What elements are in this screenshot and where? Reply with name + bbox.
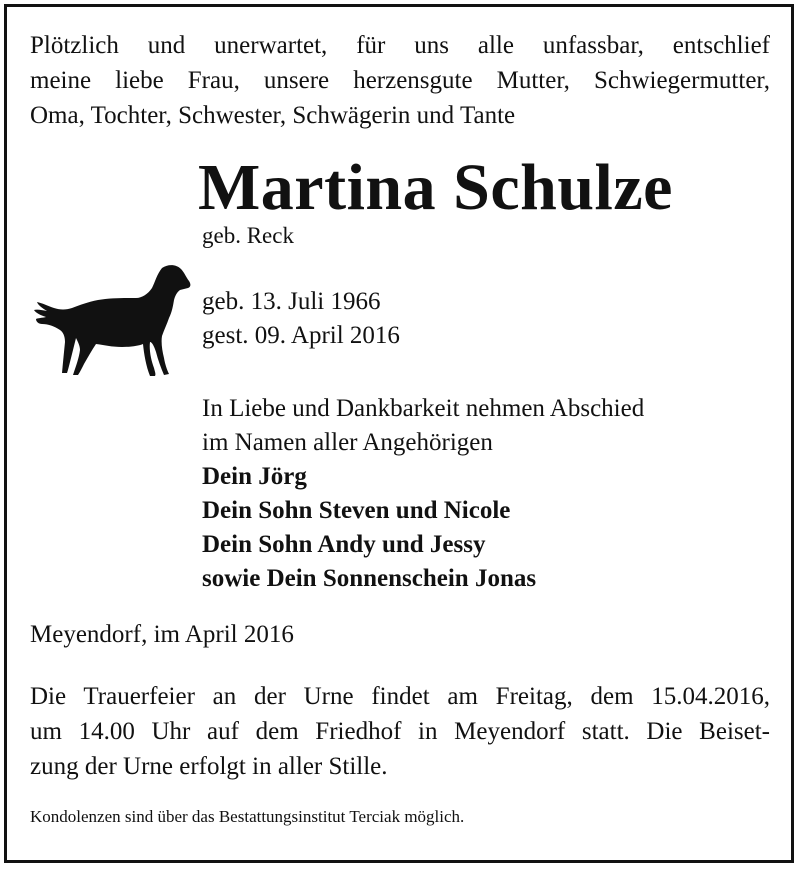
- farewell-line: In Liebe und Dankbarkeit nehmen Abschied: [202, 395, 645, 422]
- death-date: gest. 09. April 2016: [202, 322, 400, 349]
- birth-date: geb. 13. Juli 1966: [202, 288, 381, 315]
- mourner-name: sowie Dein Sonnenschein Jonas: [202, 565, 537, 592]
- service-line: um 14.00 Uhr auf dem Friedhof in Meyendorf statt. Die Beiset-: [30, 718, 770, 745]
- dog-silhouette-icon: [34, 262, 192, 382]
- life-dates: [202, 285, 400, 353]
- farewell-line: im Namen aller Angehörigen: [202, 429, 493, 456]
- intro-text: [30, 28, 770, 133]
- service-notice: [30, 679, 770, 784]
- intro-line: meine liebe Frau, unsere herzensgute Mutter, Schwiegermutter,: [30, 67, 770, 94]
- farewell-block: [202, 392, 644, 596]
- service-line: zung der Urne erfolgt in aller Stille.: [30, 753, 388, 780]
- intro-line: Oma, Tochter, Schwester, Schwägerin und Tante: [30, 102, 516, 129]
- deceased-name: Martina Schulze: [198, 151, 673, 224]
- service-line: Die Trauerfeier an der Urne findet am Freitag, dem 15.04.2016,: [30, 683, 770, 710]
- intro-line: Plötzlich und unerwartet, für uns alle unfassbar, entschlief: [30, 32, 770, 59]
- mourner-name: Dein Sohn Steven und Nicole: [202, 497, 511, 524]
- mourner-name: Dein Jörg: [202, 463, 307, 490]
- place-date: Meyendorf, im April 2016: [30, 621, 294, 648]
- maiden-name: geb. Reck: [202, 223, 294, 248]
- condolence-note: Kondolenzen sind über das Bestattungsinstitut Terciak möglich.: [30, 807, 465, 826]
- mourner-name: Dein Sohn Andy und Jessy: [202, 531, 486, 558]
